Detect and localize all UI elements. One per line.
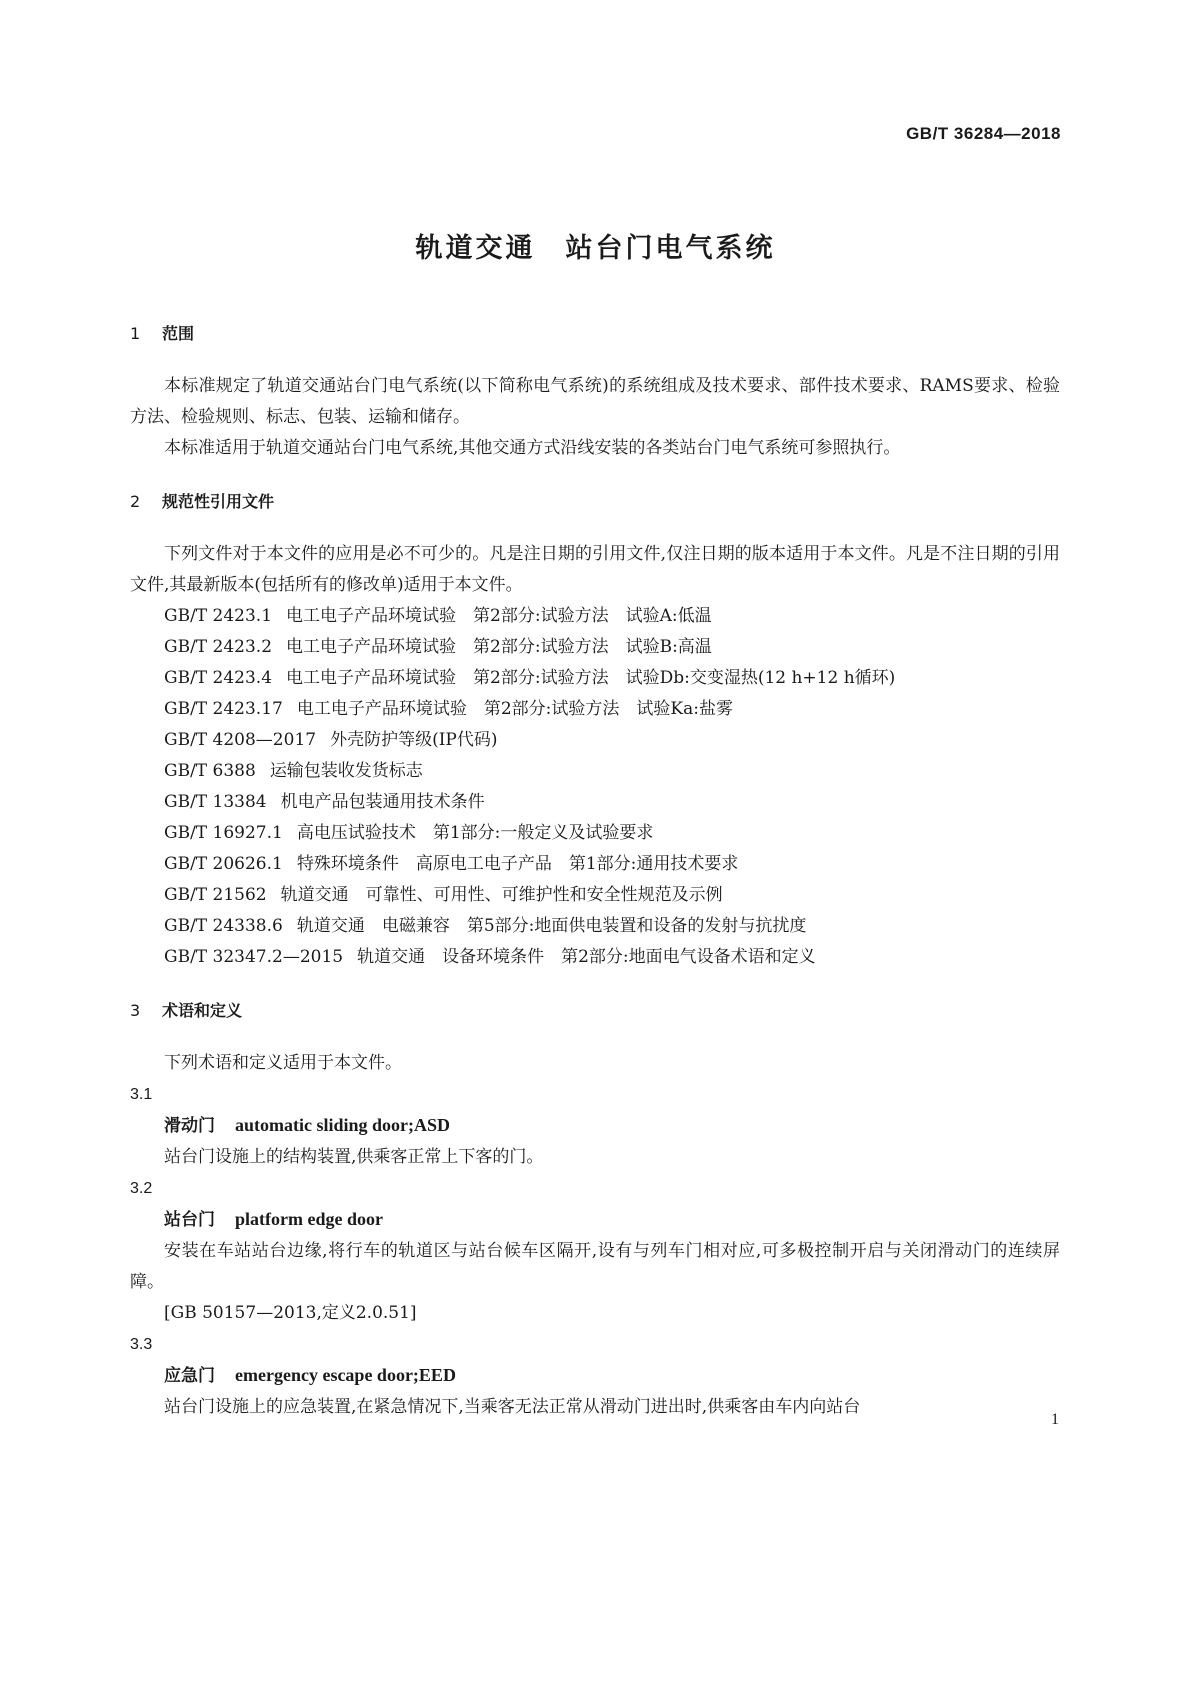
- section-number: 1: [130, 324, 141, 343]
- reference-title: 轨道交通 电磁兼容 第5部分:地面供电装置和设备的发射与抗扰度: [296, 916, 807, 936]
- reference-title: 机电产品包装通用技术条件: [280, 792, 485, 812]
- reference-code: GB/T 20626.1: [164, 854, 283, 874]
- term-zh: 应急门: [164, 1366, 215, 1386]
- reference-title: 轨道交通 设备环境条件 第2部分:地面电气设备术语和定义: [357, 947, 816, 967]
- reference-code: GB/T 13384: [164, 792, 267, 812]
- term-definition: 安装在车站站台边缘,将行车的轨道区与站台候车区隔开,设有与列车门相对应,可多极控制开启与关闭滑动门的连续屏障。: [130, 1241, 1060, 1292]
- reference-item: [130, 818, 1060, 849]
- reference-item: [130, 911, 1060, 942]
- term-heading: [130, 1360, 1060, 1392]
- standard-number: GB/T 36284—2018: [906, 124, 1061, 143]
- reference-item: [130, 787, 1060, 818]
- reference-title: 电工电子产品环境试验 第2部分:试验方法 试验B:高温: [286, 637, 712, 657]
- paragraph: 本标准规定了轨道交通站台门电气系统(以下简称电气系统)的系统组成及技术要求、部件技术要求、RAMS要求、检验方法、检验规则、标志、包装、运输和储存。: [130, 376, 1060, 427]
- section-number: 3: [130, 1001, 141, 1020]
- term-en: automatic sliding door;ASD: [235, 1115, 451, 1135]
- reference-code: GB/T 2423.4: [164, 668, 273, 688]
- term-heading: [130, 1204, 1060, 1236]
- term-number: 3.1: [130, 1086, 153, 1103]
- reference-item: [130, 880, 1060, 911]
- section-heading-scope: [130, 318, 1060, 349]
- term-definition: 站台门设施上的应急装置,在紧急情况下,当乘客无法正常从滑动门进出时,供乘客由车内向站台: [164, 1397, 861, 1417]
- reference-code: GB/T 32347.2—2015: [164, 947, 344, 967]
- term-heading: [130, 1110, 1060, 1142]
- page-number: 1: [1051, 1411, 1059, 1428]
- reference-code: GB/T 4208—2017: [164, 730, 317, 750]
- term-number: 3.3: [130, 1336, 153, 1353]
- term-en: emergency escape door;EED: [235, 1365, 456, 1385]
- term-zh: 站台门: [164, 1210, 215, 1230]
- reference-item: [130, 849, 1060, 880]
- reference-item: [130, 725, 1060, 756]
- reference-code: GB/T 16927.1: [164, 823, 283, 843]
- document-title: 轨道交通 站台门电气系统: [415, 233, 776, 264]
- section-title: 规范性引用文件: [162, 492, 275, 511]
- document-body: [130, 318, 1060, 1423]
- paragraph: 下列术语和定义适用于本文件。: [164, 1053, 402, 1073]
- reference-code: GB/T 6388: [164, 761, 256, 781]
- reference-code: GB/T 24338.6: [164, 916, 283, 936]
- section-title: 术语和定义: [162, 1001, 243, 1020]
- term-source: [GB 50157—2013,定义2.0.51]: [164, 1303, 417, 1323]
- section-title: 范围: [162, 324, 195, 343]
- reference-item: [130, 694, 1060, 725]
- reference-title: 外壳防护等级(IP代码): [330, 730, 498, 750]
- reference-item: [130, 756, 1060, 787]
- reference-title: 运输包装收发货标志: [269, 761, 423, 781]
- reference-title: 轨道交通 可靠性、可用性、可维护性和安全性规范及示例: [280, 885, 723, 905]
- reference-code: GB/T 2423.17: [164, 699, 283, 719]
- section-heading-normative-references: [130, 486, 1060, 517]
- section-heading-terms-definitions: [130, 995, 1060, 1026]
- reference-code: GB/T 21562: [164, 885, 267, 905]
- reference-code: GB/T 2423.2: [164, 637, 273, 657]
- reference-item: [130, 663, 1060, 694]
- term-en: platform edge door: [235, 1209, 383, 1229]
- reference-title: 电工电子产品环境试验 第2部分:试验方法 试验Ka:盐雾: [296, 699, 733, 719]
- paragraph: 本标准适用于轨道交通站台门电气系统,其他交通方式沿线安装的各类站台门电气系统可参照执行。: [164, 438, 901, 458]
- reference-title: 特殊环境条件 高原电工电子产品 第1部分:通用技术要求: [296, 854, 739, 874]
- reference-item: [130, 632, 1060, 663]
- paragraph: 下列文件对于本文件的应用是必不可少的。凡是注日期的引用文件,仅注日期的版本适用于本文件。凡是不注日期的引用文件,其最新版本(包括所有的修改单)适用于本文件。: [130, 544, 1060, 595]
- reference-title: 电工电子产品环境试验 第2部分:试验方法 试验A:低温: [286, 606, 712, 626]
- reference-code: GB/T 2423.1: [164, 606, 273, 626]
- term-zh: 滑动门: [164, 1116, 215, 1136]
- reference-item: [130, 942, 1060, 973]
- reference-title: 高电压试验技术 第1部分:一般定义及试验要求: [296, 823, 654, 843]
- term-number: 3.2: [130, 1180, 153, 1197]
- section-number: 2: [130, 492, 141, 511]
- reference-item: [130, 601, 1060, 632]
- reference-title: 电工电子产品环境试验 第2部分:试验方法 试验Db:交变湿热(12 h+12 h循环): [286, 668, 896, 688]
- term-definition: 站台门设施上的结构装置,供乘客正常上下客的门。: [164, 1147, 544, 1167]
